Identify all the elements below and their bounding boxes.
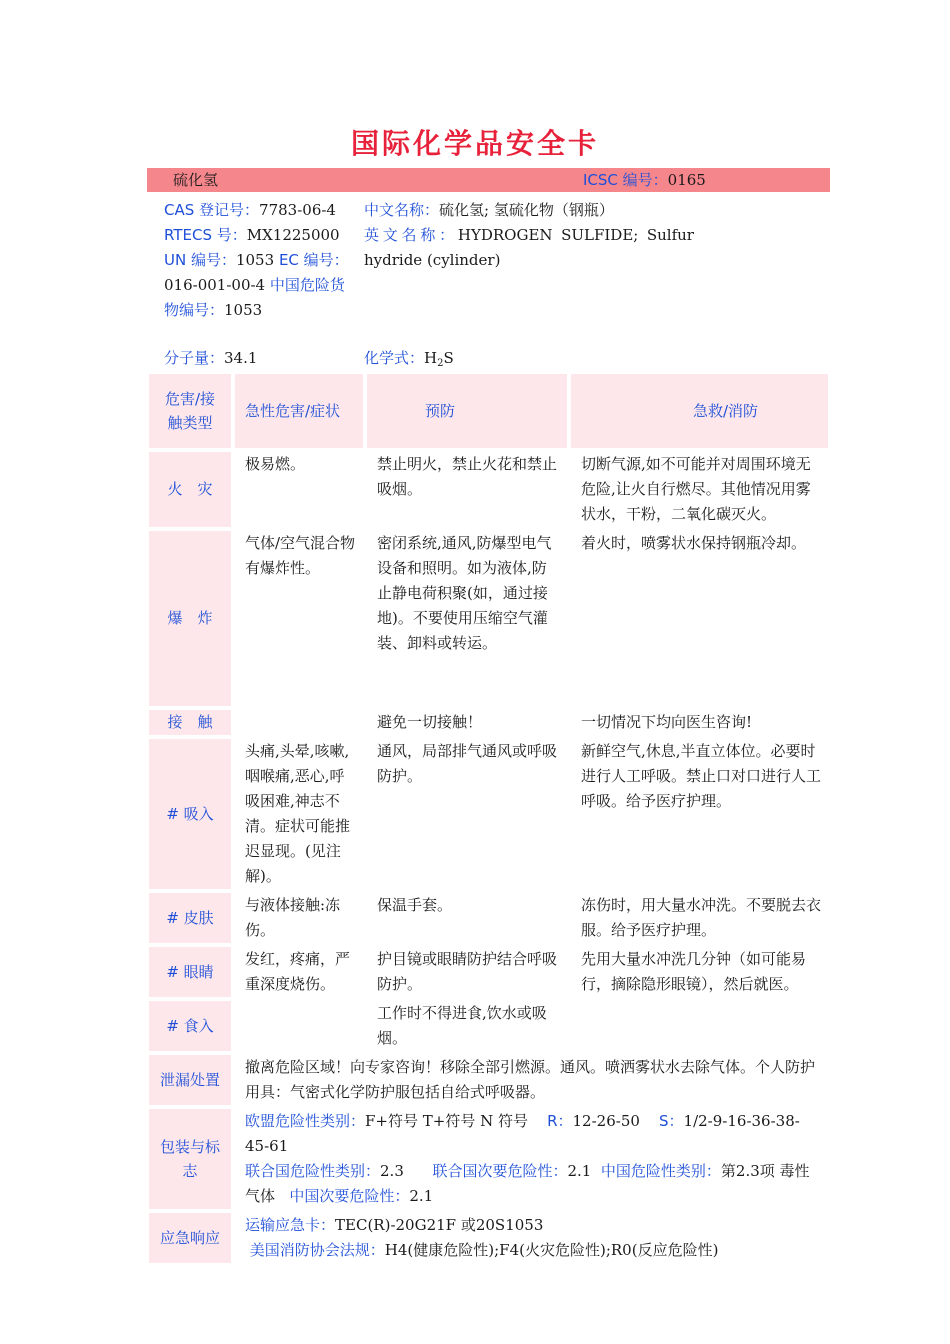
- header-prevention: 预防: [367, 374, 567, 448]
- cell-symptoms: 与液体接触:冻伤。: [245, 896, 341, 939]
- cell-firstaid: 切断气源,如不可能并对周围环境无危险,让火自行燃尽。其他情况用雾状水，干粉，二氧化碳灭火。: [581, 455, 811, 523]
- chemical-name: 硫化氢: [173, 171, 219, 189]
- row-type-ingestion: # 食入: [149, 1001, 231, 1051]
- ec-value: 016-001-00-4: [164, 276, 266, 294]
- row-type-inhalation: # 吸入: [149, 739, 231, 889]
- un-class-label: 联合国危险性类别：: [245, 1162, 381, 1180]
- cell-firstaid: 着火时，喷雾状水保持钢瓶冷却。: [581, 534, 807, 552]
- cell-spill: 撤离危险区域！向专家咨询！移除全部引燃源。通风。喷洒雾状水去除气体。个人防护用具：气密式化学防护服包括自给式呼吸器。: [245, 1058, 816, 1101]
- formula-label: 化学式：: [364, 349, 425, 367]
- rtecs-label: RTECS 号：: [164, 226, 247, 244]
- cell-symptoms: 极易燃。: [245, 455, 306, 473]
- cell-prevention: 避免一切接触！: [377, 713, 483, 731]
- cell-firstaid: 先用大量水冲洗几分钟（如可能易行，摘除隐形眼镜），然后就医。: [581, 950, 807, 993]
- cell-prevention: 密闭系统,通风,防爆型电气设备和照明。如为液体,防止静电荷积聚(如，通过接地)。不要使用压缩空气灌装、卸料或转运。: [377, 534, 552, 652]
- en-name-value: HYDROGEN SULFIDE; Sulfur hydride (cylinder): [364, 226, 694, 269]
- safety-card: [147, 168, 830, 1267]
- un-class-value: 2.3: [380, 1162, 404, 1180]
- formula-tail: S: [443, 349, 454, 367]
- s-value: 1/2-9-16-36-38-45-61: [245, 1112, 800, 1155]
- rtecs-value: MX1225000: [246, 226, 340, 244]
- un-value: 1053: [235, 251, 275, 269]
- table-row: [149, 947, 828, 997]
- row-type-emergency: 应急响应: [149, 1213, 231, 1263]
- table-row: [149, 452, 828, 527]
- name-bar: [147, 168, 830, 192]
- row-type-spill: 泄漏处置: [149, 1055, 231, 1105]
- cas-label: CAS 登记号：: [164, 201, 260, 219]
- cn-danger-value: 1053: [224, 301, 263, 319]
- formula-sub: 2: [437, 358, 444, 369]
- transport-value: TEC(R)-20G21F 或20S1053: [335, 1216, 544, 1234]
- cell-symptoms: [235, 710, 363, 735]
- cn-danger-label: 中国危险货物编号：: [164, 276, 345, 319]
- icsc-number: [583, 168, 706, 192]
- table-row: [149, 893, 828, 943]
- cn-class-value: 第2.3项 毒性气体: [245, 1162, 810, 1205]
- nfpa-value: H4(健康危险性);F4(火灾危险性);R0(反应危险性): [384, 1241, 719, 1259]
- row-type-packaging: 包装与标志: [149, 1109, 231, 1209]
- chemical-formula: [364, 346, 454, 376]
- cell-firstaid: 一切情况下均向医生咨询!: [581, 713, 753, 731]
- cell-prevention: 护目镜或眼睛防护结合呼吸防护。: [377, 950, 558, 993]
- cas-value: 7783-06-4: [259, 201, 336, 219]
- icsc-value: 0165: [667, 171, 706, 189]
- table-header-row: [149, 374, 828, 448]
- cell-symptoms: 头痛,头晕,咳嗽,咽喉痛,恶心,呼吸困难,神志不清。症状可能推迟显现。(见注解)。: [245, 742, 351, 885]
- header-type: 危害/接触类型: [149, 374, 231, 448]
- header-firstaid: 急救/消防: [571, 374, 828, 448]
- row-type-skin: # 皮肤: [149, 893, 231, 943]
- table-row: [149, 531, 828, 706]
- r-label: R：: [547, 1112, 573, 1130]
- cell-firstaid: 新鲜空气,休息,半直立体位。必要时进行人工呼吸。禁止口对口进行人工呼吸。给予医疗护理。: [581, 742, 822, 810]
- names: [364, 198, 694, 273]
- cell-firstaid: 冻伤时，用大量水冲洗。不要脱去衣服。给予医疗护理。: [581, 896, 822, 939]
- ec-label: EC 编号：: [278, 251, 349, 269]
- nfpa-label: 美国消防协会法规：: [249, 1241, 385, 1259]
- eu-value: F+符号 T+符号 N 符号: [365, 1112, 528, 1130]
- cell-prevention: 工作时不得进食,饮水或吸烟。: [377, 1004, 547, 1047]
- cn-sub-label: 中国次要危险性：: [289, 1187, 410, 1205]
- cell-prevention: 保温手套。: [377, 896, 453, 914]
- table-row: [149, 1109, 828, 1209]
- molecular-weight: [164, 346, 257, 371]
- row-type-contact: 接 触: [149, 710, 231, 735]
- mw-label: 分子量：: [164, 349, 225, 367]
- hazard-table: [145, 370, 832, 1267]
- row-type-eyes: # 眼睛: [149, 947, 231, 997]
- identifiers: [164, 198, 359, 323]
- table-row: [149, 1213, 828, 1263]
- table-row: [149, 739, 828, 889]
- un-sub-value: 2.1: [567, 1162, 592, 1180]
- cn-sub-value: 2.1: [409, 1187, 434, 1205]
- un-label: UN 编号：: [164, 251, 236, 269]
- cn-class-label: 中国危险性类别：: [600, 1162, 721, 1180]
- table-row: [149, 710, 828, 735]
- cell-symptoms: 气体/空气混合物有爆炸性。: [245, 534, 356, 577]
- un-sub-label: 联合国次要危险性：: [432, 1162, 568, 1180]
- row-type-fire: 火 灾: [149, 452, 231, 527]
- transport-label: 运输应急卡：: [245, 1216, 336, 1234]
- en-name-label: 英文名称：: [364, 226, 458, 244]
- header-symptoms: 急性危害/症状: [235, 374, 363, 448]
- mw-value: 34.1: [224, 349, 258, 367]
- cell-symptoms: [235, 1001, 363, 1051]
- page-title: 国际化学品安全卡: [350, 127, 599, 160]
- eu-label: 欧盟危险性类别：: [245, 1112, 366, 1130]
- r-value: 12-26-50: [572, 1112, 640, 1130]
- cell-prevention: 通风，局部排气通风或呼吸防护。: [377, 742, 558, 785]
- table-row: [149, 1001, 828, 1051]
- cell-emergency: [235, 1213, 828, 1263]
- identification-block: [147, 192, 830, 369]
- icsc-label: ICSC 编号：: [583, 171, 668, 189]
- formula-main: H: [424, 349, 438, 367]
- cell-prevention: 禁止明火，禁止火花和禁止吸烟。: [377, 455, 558, 498]
- cell-packaging: [235, 1109, 828, 1209]
- row-type-explosion: 爆 炸: [149, 531, 231, 706]
- cell-symptoms: 发红，疼痛，严重深度烧伤。: [245, 950, 351, 993]
- cn-name-value: 硫化氢; 氢硫化物（钢瓶）: [439, 201, 614, 219]
- cell-firstaid: [571, 1001, 828, 1051]
- cn-name-label: 中文名称：: [364, 201, 440, 219]
- s-label: S：: [659, 1112, 684, 1130]
- table-row: [149, 1055, 828, 1105]
